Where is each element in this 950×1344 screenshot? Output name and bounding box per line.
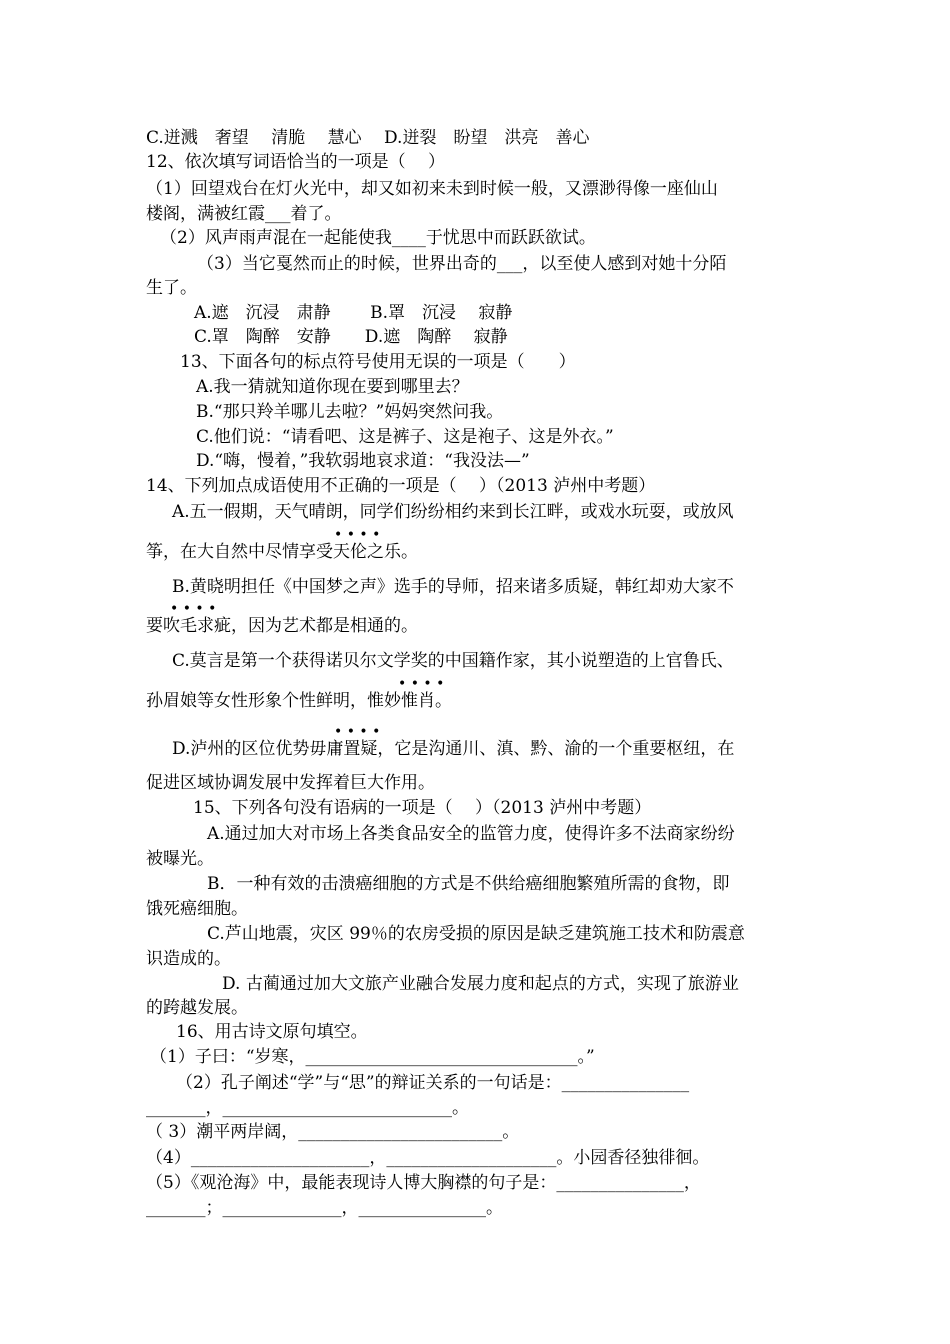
emphasis-dots-d: • • • • [334, 724, 381, 740]
q14-option-c-line1: C.莫言是第一个获得诺贝尔文学奖的中国籍作家，其小说塑造的上官鲁氏、 [172, 651, 734, 671]
q15-option-d-line1: D. 古蔺通过加大文旅产业融合发展力度和起点的方式，实现了旅游业 [222, 974, 739, 994]
q16-item1: （1）子曰：“岁寒，________________________________。” [150, 1047, 595, 1067]
q16-item4: （4）_____________________，____________________。小园香径独徘徊。 [146, 1148, 710, 1168]
q15-option-c-line2: 识造成的。 [146, 949, 231, 969]
q13-option-c: C.他们说：“请看吧、这是裤子、这是袍子、这是外衣。” [196, 427, 614, 447]
emphasis-dots-c: • • • • [398, 676, 445, 692]
q14-stem: 14、下列加点成语使用不正确的一项是（ ）（2013 泸州中考题） [146, 476, 656, 496]
q13-option-b: B.“那只羚羊哪儿去啦？”妈妈突然问我。 [196, 402, 504, 422]
q11-option-cd: C.迸溅 奢望 清脆 慧心 D.迸裂 盼望 洪亮 善心 [146, 128, 590, 148]
q16-item2-line2: _______，___________________________。 [146, 1098, 469, 1118]
emphasis-dots-a: • • • • [334, 527, 381, 543]
q14-option-b-line1: B.黄晓明担任《中国梦之声》选手的导师，招来诸多质疑，韩红却劝大家不 [172, 577, 734, 597]
q16-item2-line1: （2）孔子阐述“学”与“思”的辩证关系的一句话是：_______________ [176, 1073, 690, 1093]
q14-option-d-line1: D.泸州的区位优势毋庸置疑，它是沟通川、滇、黔、渝的一个重要枢纽，在 [172, 739, 735, 759]
q15-stem: 15、下列各句没有语病的一项是（ ）（2013 泸州中考题） [193, 798, 652, 818]
q12-item3-line1: （3）当它戛然而止的时候，世界出奇的___，以至使人感到对她十分陌 [197, 254, 727, 274]
q12-item3-line2: 生了。 [146, 278, 197, 298]
q15-option-b-line2: 饿死癌细胞。 [146, 899, 248, 919]
q15-option-b-line1: B．一种有效的击溃癌细胞的方式是不供给癌细胞繁殖所需的食物，即 [207, 874, 730, 894]
q14-option-b-line2: 要吹毛求疵，因为艺术都是相通的。 [146, 616, 418, 636]
q14-option-a-line2: 筝，在大自然中尽情享受天伦之乐。 [146, 542, 418, 562]
q15-option-d-line2: 的跨越发展。 [146, 998, 248, 1018]
q14-option-d-line2: 促进区域协调发展中发挥着巨大作用。 [146, 773, 435, 793]
q12-options-cd: C.罩 陶醉 安静 D.遮 陶醉 寂静 [194, 327, 508, 347]
q13-stem: 13、下面各句的标点符号使用无误的一项是（ ） [180, 352, 576, 372]
q12-options-ab: A.遮 沉浸 肃静 B.罩 沉浸 寂静 [194, 303, 513, 323]
q15-option-c-line1: C.芦山地震，灾区 99％的农房受损的原因是缺乏建筑施工技术和防震意 [207, 924, 745, 944]
q16-item5-line2: _______；______________，_______________。 [146, 1198, 503, 1218]
q16-stem: 16、用古诗文原句填空。 [176, 1022, 368, 1042]
q12-item1-line1: （1）回望戏台在灯火光中，却又如初来未到时候一般，又漂渺得像一座仙山 [146, 179, 718, 199]
q14-option-c-line2: 孙眉娘等女性形象个性鲜明，惟妙惟肖。 [146, 691, 452, 711]
q16-item3: （ 3）潮平两岸阔，________________________。 [146, 1122, 520, 1142]
emphasis-dots-b: • • • • [170, 601, 217, 617]
q13-option-d: D.“嗨，慢着，”我软弱地哀求道：“我没法—” [196, 451, 530, 471]
q13-option-a: A.我一猜就知道你现在要到哪里去？ [196, 377, 469, 397]
q12-stem: 12、依次填写词语恰当的一项是（ ） [146, 152, 446, 172]
q12-item1-line2: 楼阁，满被红霞___着了。 [146, 204, 342, 224]
q15-option-a-line2: 被曝光。 [146, 849, 214, 869]
q16-item5-line1: （5）《观沧海》中，最能表现诗人博大胸襟的句子是：_______________， [146, 1173, 701, 1193]
q12-item2: （2）风声雨声混在一起能使我____于忧思中而跃跃欲试。 [160, 228, 596, 248]
q14-option-a-line1: A.五一假期，天气晴朗，同学们纷纷相约来到长江畔，或戏水玩耍，或放风 [172, 502, 734, 522]
q15-option-a-line1: A.通过加大对市场上各类食品安全的监管力度，使得许多不法商家纷纷 [207, 824, 735, 844]
